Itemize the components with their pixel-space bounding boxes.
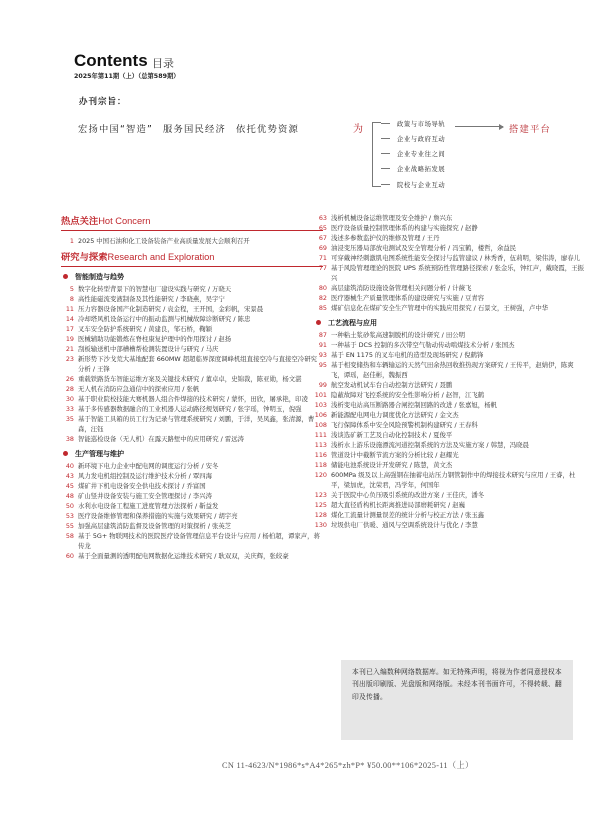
entry-title: 重载铁路货车智能运维方案及关键技术研究 / 董卓卓，史锦裁，陈亚勋，杨文湛 (78, 375, 302, 383)
entry-title: 2025 中国石油和化工设备装备产业高质量发展大会顺利召开 (78, 237, 250, 245)
entry-title: 新形势下沙戈荒大基地配套 660MW 超超临界深度调峰机组直接空冷与直接空冷研究分析 / 王锋 (78, 355, 317, 373)
toc-right-column (314, 213, 584, 530)
subsection-list (314, 330, 584, 530)
toc-entry (314, 520, 584, 530)
toc-entry (61, 314, 323, 324)
toc-entry (61, 511, 323, 521)
toc-entry (314, 243, 584, 253)
page-number: 11 (65, 305, 74, 313)
toc-entry (314, 293, 584, 303)
entry-title: 飞行保障体系中安全风险预警机制构建研究 / 王春科 (331, 421, 478, 429)
toc-entry (61, 461, 323, 471)
entry-title: 水利水电设备工程施工进度管理方法探析 / 靳益发 (78, 502, 219, 510)
toc-entry (61, 394, 323, 404)
page-number: 50 (65, 502, 74, 510)
entry-title: 基于智能工具箱的员工行为记录与管理系统研究 / 刘鹏，于洋，吴凤鑫，张清源，曹森，汪钰 (78, 415, 315, 433)
mission-label: 办刊宗旨： (79, 97, 127, 107)
entry-title: 基于 5G+ 物联网技术的医院医疗设备管理信息平台设计与应用 / 杨柏超，谭家声，蒋传龙 (78, 532, 320, 550)
toc-entry (314, 450, 584, 460)
toc-entry (61, 414, 323, 434)
section-hot-title: 热点关注Hot Concern (61, 216, 151, 227)
entry-title: 一种基于 DCS 控制的多次带空气勒动传动啮煤技术分析 / 张国杰 (331, 341, 515, 349)
page-number: 28 (65, 385, 74, 393)
toc-left-column (61, 216, 323, 561)
page-number: 87 (318, 331, 327, 339)
page-number: 60 (65, 552, 74, 560)
toc-entry (314, 350, 584, 360)
entry-title: 浅析机械设备运维管理及安全维护 / 詹兴东 (331, 214, 453, 222)
entry-title: 关于医院中心负压吸引系统的改进方案 / 王佳庆，潘冬 (331, 491, 485, 499)
entry-title: 储能电池系统设计开发研究 / 陈慧，黄文杰 (331, 461, 453, 469)
toc-entry (314, 430, 584, 440)
toc-entry (61, 531, 323, 551)
toc-entry (314, 410, 584, 420)
entry-title: 无人机在消防应急通信中的探索应用 / 张帆 (78, 385, 200, 393)
page-number: 93 (318, 351, 327, 359)
toc-entry (314, 500, 584, 510)
entry-title: 浅析变电站高压断路器合闸控制回路的改进 / 张嘉旭，杨帆 (331, 401, 497, 409)
page-number: 106 (314, 411, 327, 419)
entry-title: 高性能磁流变液制备及其性能研究 / 李晓燕，吴宇宁 (78, 295, 225, 303)
toc-entry (61, 334, 323, 344)
entry-title: 基于全面量测的透明配电网数据化运维技术研究 / 耿双双，关庆辉，张皎豪 (78, 552, 289, 560)
page-number: 80 (318, 284, 327, 292)
section-divider (61, 230, 323, 231)
entry-title: 煤矿信息化在煤矿安全生产管理中的实践应用探究 / 石景文，王树强，卢中华 (331, 304, 549, 312)
page-number: 77 (318, 264, 327, 272)
entry-title: 垃圾供电厂供暖、通风与空调系统设计与优化 / 李慧 (331, 521, 478, 529)
toc-entry (61, 374, 323, 384)
toc-list (314, 213, 584, 313)
page-number: 111 (314, 431, 327, 439)
toc-entry (314, 233, 584, 243)
mission-slogan (78, 121, 299, 135)
page-number: 63 (318, 214, 327, 222)
entry-title: 医疗设备维修管理和保养措施的实施与效果研究 / 胡宇亮 (78, 512, 238, 520)
entry-title: 煤矿井下机电设备安全供电技术探讨 / 乔富国 (78, 482, 206, 490)
toc-entry (314, 380, 584, 390)
toc-entry (61, 491, 323, 501)
toc-entry (61, 294, 323, 304)
entry-title: 智能巡检设备（无人机）在露天路堑中的应用研究 / 雷远涛 (78, 435, 244, 443)
toc-entry (314, 510, 584, 520)
page-number: 53 (65, 512, 74, 520)
toc-entry (61, 551, 323, 561)
page-number: 48 (65, 492, 74, 500)
page-number: 120 (314, 471, 327, 479)
entry-title: 新环境下电力企业中配电网的调度运行分析 / 安冬 (78, 462, 219, 470)
page-number: 128 (314, 511, 327, 519)
page-number: 26 (65, 375, 74, 383)
section-divider (61, 266, 323, 267)
entry-title: 基于多传感器数据融合的工业机器人运动路径规划研究 / 张宇瑶，钟明玉，倪强 (78, 405, 302, 413)
toc-entry (314, 283, 584, 293)
toc-entry (314, 490, 584, 500)
toc-entry (314, 340, 584, 350)
toc-entry (314, 460, 584, 470)
toc-entry (61, 344, 323, 354)
page-number: 103 (314, 401, 327, 409)
entry-title: 新能源配电网电力调度优化方法研究 / 金文杰 (331, 411, 459, 419)
entry-title: 刮板输送机中部槽槽帮检测装置设计与研究 / 马庆 (78, 345, 219, 353)
goal-item: 院校与企业互动 (397, 182, 446, 189)
page-number: 116 (314, 451, 327, 459)
toc-entry (61, 324, 323, 334)
entry-title: 加强高层建筑消防监督及设备管理的对策探析 / 张英芝 (78, 522, 232, 530)
toc-entry (314, 420, 584, 430)
page-number: 71 (318, 254, 327, 262)
toc-entry (314, 330, 584, 340)
slogan-part: 宏扬中国“智造” (78, 124, 154, 135)
subsection-title: 工艺流程与应用 (314, 318, 584, 328)
entry-title: 可穿戴神经刺激肌电图系统性能安全探讨与监管建议 / 林秀香，伍莉明，梁伟涛，廖春儿 (331, 254, 581, 262)
entry-title: 浅谈选矿新工艺及自动化控制技术 / 夏俊平 (331, 431, 453, 439)
toc-entry (314, 470, 584, 490)
page-number: 23 (65, 355, 74, 363)
entry-title: 管道设计中截断节流方案的分析比较 / 赵耀光 (331, 451, 459, 459)
issue-number: 2025年第11期（上）（总第589期） (74, 73, 180, 80)
contents-title-cn: 目录 (152, 57, 174, 70)
entry-title: 航空发动机试车台自动控制方法研究 / 聂鹏 (331, 381, 453, 389)
page-number: 40 (65, 462, 74, 470)
entry-title: 叉车安全防护系统研究 / 黄建良，邹石桥，鞠颖 (78, 325, 213, 333)
slogan-part: 服务国民经济 (163, 124, 226, 135)
toc-entry (314, 263, 584, 283)
entry-title: 一种粘土浆砂浆高速制脱机的设计研究 / 田公明 (331, 331, 466, 339)
page-number: 91 (318, 341, 327, 349)
entry-title: 医疗器械生产质量管理体系的建设研究与实施 / 豆青容 (331, 294, 485, 302)
entry-title: 隐蔽故障对飞控系统的安全性影响分析 / 赵智，江飞鹤 (331, 391, 485, 399)
entry-title: 数字化转型背景下的智慧电厂建设实践与研究 / 万晓天 (78, 285, 232, 293)
toc-entry (314, 440, 584, 450)
toc-entry (61, 481, 323, 491)
entry-title: 医械辅助功能锻炼在脊柱康复护理中的作用探讨 / 赵扬 (78, 335, 232, 343)
toc-entry (61, 521, 323, 531)
goal-item: 企业专业往之间 (397, 151, 446, 158)
page-number: 85 (318, 304, 327, 312)
section-research-title: 研究与探索Research and Exploration (61, 252, 215, 263)
publication-code: CN 11-4623/N*1986*s*A4*265*zh*P* ¥50.00**106*2025-11（上） (222, 761, 474, 770)
goal-item: 企业战略拓发展 (397, 166, 446, 173)
page-number: 33 (65, 405, 74, 413)
page-number: 118 (314, 461, 327, 469)
page-number: 45 (65, 482, 74, 490)
toc-entry (61, 284, 323, 294)
page-number: 38 (65, 435, 74, 443)
toc-entry (314, 390, 584, 400)
toc-entry (61, 501, 323, 511)
entry-title: 高层建筑消防设施设备管理相关问题分析 / 计薇飞 (331, 284, 472, 292)
page-number: 65 (318, 224, 327, 232)
toc-entry (314, 360, 584, 380)
contents-title: Contents (74, 51, 148, 70)
goal-item: 政策与市场导轨 (397, 121, 446, 128)
subsection-list (61, 284, 323, 444)
page-number: 17 (65, 325, 74, 333)
page-number: 1 (69, 237, 74, 245)
page-number: 5 (69, 285, 74, 293)
entry-title: 矿山竖井设备安装与施工安全管理探讨 / 李兴涛 (78, 492, 213, 500)
hot-list (61, 236, 323, 246)
slogan-goal: 搭建平台 (509, 124, 551, 135)
entry-title: 基于相变储热和车辆输运的天然气田余热回收推热现方案研究 / 王传平，赵婧伊，陈爽飞，谭瑶，赵佳彬，魏振西 (331, 361, 574, 379)
entry-title: 基于职业院校技能大赛机器人组合件焊接的技术研究 / 蒙怀，田欣，屠承艳，印凌 (78, 395, 308, 403)
page-number: 67 (318, 234, 327, 242)
subsection-list (61, 461, 323, 561)
page-number: 101 (314, 391, 327, 399)
toc-entry (314, 400, 584, 410)
page-number: 108 (314, 421, 327, 429)
entry-title: 浅析水上游乐设施漂流河道控制系统的方法及实施方案 / 韩慧，冯晓晨 (331, 441, 529, 449)
toc-entry (61, 404, 323, 414)
entry-title: 医疗设备质量控制管理体系的构建与实施探究 / 赵静 (331, 224, 478, 232)
page-number: 123 (314, 491, 327, 499)
entry-title: 油浸变压器局部放电测试及安全管理分析 / 冯宝鹤，楼哲，余益民 (331, 244, 517, 252)
page-number: 19 (65, 335, 74, 343)
toc-entry (314, 303, 584, 313)
toc-entry (61, 471, 323, 481)
entry-title: 基于风险管理理论的医院 UPS 系统预防性管理路径探索 / 张金乐，钟红声，戴晓霞，王振兴 (331, 264, 584, 282)
subsection-title: 智能制造与趋势 (61, 272, 323, 282)
entry-title: 基于 EN 1175 的叉车电机的造型及现场研究 / 倪鹤锋 (331, 351, 484, 359)
page-number: 21 (65, 345, 74, 353)
goal-item: 企业与政府互动 (397, 136, 446, 143)
page-number: 113 (314, 441, 327, 449)
goals-bracket (372, 122, 381, 187)
entry-title: 600MPa 级及以上高强钢在抽蓄电站压力钢管制作中的焊接技术研究与应用 / 王睿，杜平，梁加虎，沈荣君，冯学年，何国年 (331, 471, 576, 489)
page-number: 125 (314, 501, 327, 509)
toc-entry (61, 434, 323, 444)
page-number: 35 (65, 415, 74, 423)
page-number: 130 (314, 521, 327, 529)
toc-entry (314, 223, 584, 233)
entry-title: 浅述多参数监护仪的维修及管理 / 王丹 (331, 234, 440, 242)
toc-entry (61, 354, 323, 374)
page-number: 14 (65, 315, 74, 323)
entry-title: 风力发电机组控制及运行维护技术分析 / 覃四海 (78, 472, 213, 480)
slogan-part: 依托优势资源 (236, 124, 299, 135)
page-number: 95 (318, 361, 327, 369)
entry-title: 冷却塔风机设备运行中的振动监测与机械故障诊断研究 / 陈忠 (78, 315, 251, 323)
slogan-for: 为 (353, 124, 363, 135)
toc-entry (61, 304, 323, 314)
page-number: 43 (65, 472, 74, 480)
goal-arrow-icon (455, 126, 503, 127)
page-number: 30 (65, 395, 74, 403)
entry-title: 压力容器设备国产化制造研究 / 袁金程，王开国，金彩帆，宋景晨 (78, 305, 264, 313)
subsection-title: 生产管理与维护 (61, 449, 323, 459)
entry-title: 煤化工流量计测量误差的统计分析与校正方法 / 张玉鑫 (331, 511, 485, 519)
page-number: 55 (65, 522, 74, 530)
page-number: 69 (318, 244, 327, 252)
page-number: 58 (65, 532, 74, 540)
toc-entry (61, 384, 323, 394)
entry-title: 超大直径盾构机长距离推进局部磨耗研究 / 赵巍 (331, 501, 466, 509)
page-number: 8 (69, 295, 74, 303)
page-number: 99 (318, 381, 327, 389)
page-number: 82 (318, 294, 327, 302)
toc-entry (314, 253, 584, 263)
copyright-notice: 本刊已入编数种网络数据库。如无特殊声明，将视为作者同意授权本刊出版印刷版、光盘版和网络版。未经本刊书面许可，不得转载、翻印及传播。 (352, 668, 562, 701)
toc-entry (314, 213, 584, 223)
toc-entry (61, 236, 323, 246)
